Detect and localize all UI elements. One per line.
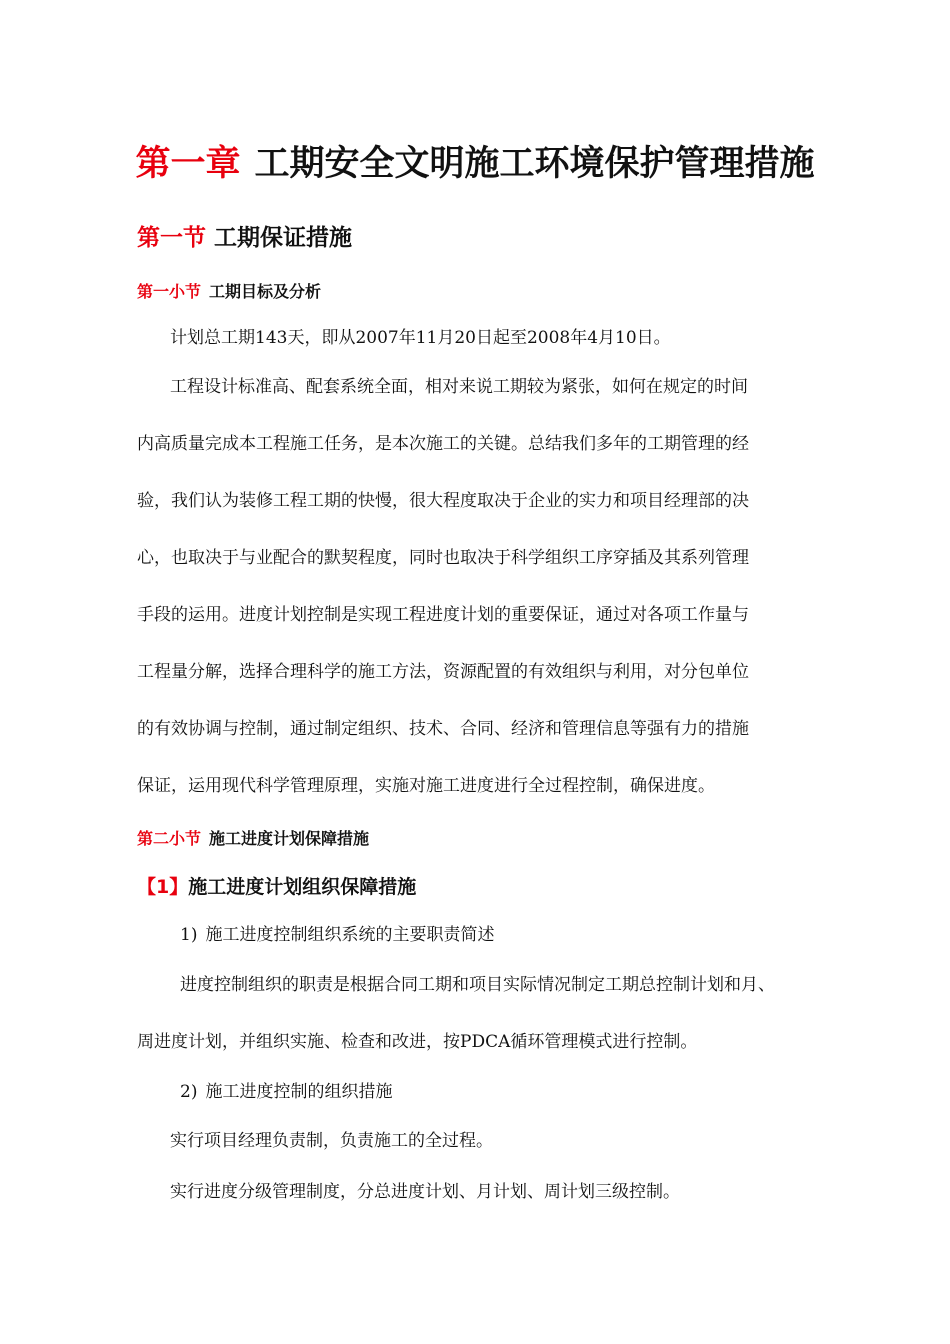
paragraph-line: 保证，运用现代科学管理原理，实施对施工进度进行全过程控制，确保进度。 [137, 776, 715, 796]
list-item-2 [180, 1080, 392, 1104]
paragraph-line: 心，也取决于与业配合的默契程度，同时也取决于科学组织工序穿插及其系列管理 [137, 548, 749, 568]
paragraph-line: 工程设计标准高、配套系统全面，相对来说工期较为紧张，如何在规定的时间 [170, 377, 748, 397]
subsection-title: 施工进度计划保障措施 [209, 829, 370, 848]
subsection-heading-1 [137, 279, 321, 302]
item-heading [137, 872, 416, 899]
section-number: 第一节 [137, 225, 206, 251]
section-title: 工期保证措施 [214, 225, 352, 251]
subsection-number: 第一小节 [137, 282, 202, 301]
list-text: 施工进度控制组织系统的主要职责简述 [205, 925, 495, 945]
paragraph-line: 进度控制组织的职责是根据合同工期和项目实际情况制定工期总控制计划和月、 [180, 975, 775, 995]
list-item-1 [180, 923, 494, 947]
chapter-title: 工期安全文明施工环境保护管理措施 [254, 144, 815, 184]
section-heading [137, 219, 352, 252]
paragraph-manager: 实行项目经理负责制，负责施工的全过程。 [170, 1131, 493, 1151]
chapter-heading [0, 136, 950, 186]
paragraph-levels: 实行进度分级管理制度，分总进度计划、月计划、周计划三级控制。 [170, 1182, 680, 1202]
paragraph-line: 验，我们认为装修工程工期的快慢，很大程度取决于企业的实力和项目经理部的决 [137, 491, 749, 511]
subsection-title: 工期目标及分析 [209, 282, 322, 301]
paragraph-line: 工程量分解，选择合理科学的施工方法，资源配置的有效组织与利用，对分包单位 [137, 662, 749, 682]
item-title: 施工进度计划组织保障措施 [188, 876, 417, 898]
paragraph-schedule: 计划总工期143天，即从2007年11月20日起至2008年4月10日。 [170, 328, 671, 348]
subsection-heading-2 [137, 826, 369, 849]
paragraph-line: 内高质量完成本工程施工任务，是本次施工的关键。总结我们多年的工期管理的经 [137, 434, 749, 454]
item-marker: 【1】 [137, 876, 189, 898]
paragraph-line: 的有效协调与控制，通过制定组织、技术、合同、经济和管理信息等强有力的措施 [137, 719, 749, 739]
paragraph-line: 周进度计划，并组织实施、检查和改进，按PDCA循环管理模式进行控制。 [137, 1032, 698, 1052]
subsection-number: 第二小节 [137, 829, 202, 848]
list-text: 施工进度控制的组织措施 [205, 1082, 393, 1102]
chapter-number: 第一章 [135, 144, 241, 184]
paragraph-line: 手段的运用。进度计划控制是实现工程进度计划的重要保证，通过对各项工作量与 [137, 605, 749, 625]
list-marker: 1) [180, 925, 198, 945]
list-marker: 2) [180, 1082, 198, 1102]
